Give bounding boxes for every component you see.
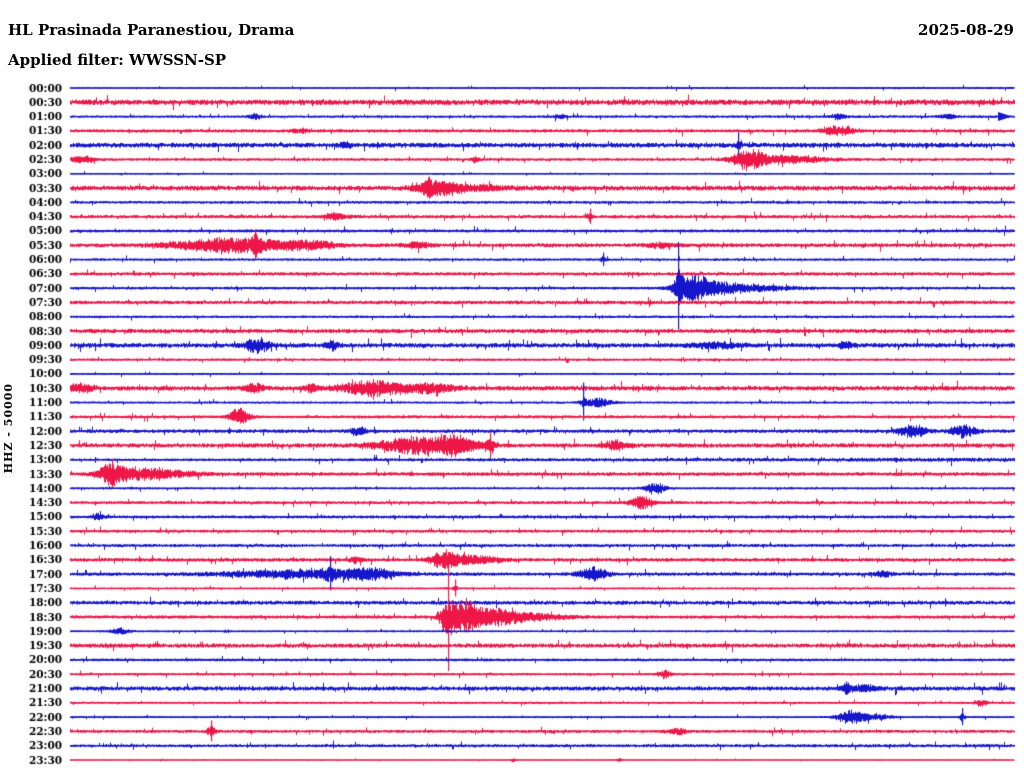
channel-scale-label: HHZ - 50000 — [2, 383, 15, 474]
station-title: HL Prasinada Paranestiou, Drama — [8, 21, 295, 39]
record-date: 2025-08-29 — [918, 21, 1014, 39]
applied-filter-label: Applied filter: WWSSN-SP — [8, 51, 227, 69]
